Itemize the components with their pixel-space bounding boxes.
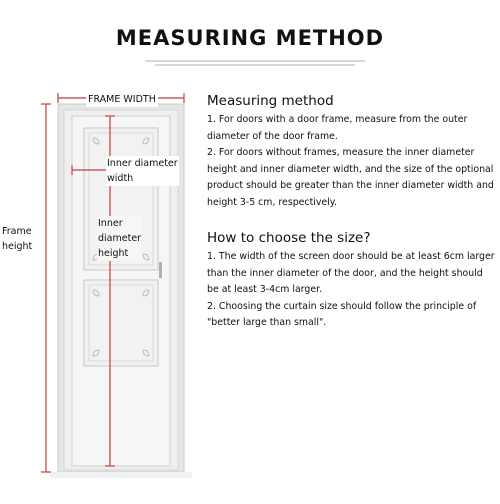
choose-item-1: 1. The width of the screen door should be at least 6cm larger than the inner diameter of the door, and the height should be at least 3-4cm larger.	[207, 251, 495, 295]
inner-width-label-line-1: Inner diameter	[107, 158, 178, 169]
page-title: MEASURING METHOD	[115, 26, 385, 50]
inner-height-label-line-1: Inner	[98, 218, 123, 229]
inner-width-label	[106, 156, 179, 186]
door-lower-panel	[84, 280, 158, 366]
frame-height-label	[2, 224, 32, 254]
measuring-item-1: 1. For doors with a door frame, measure from the outer diameter of the door frame.	[207, 114, 468, 142]
measuring-method-text	[207, 112, 495, 211]
door-diagram	[0, 0, 200, 500]
inner-height-label	[97, 216, 142, 261]
inner-height-label-line-3: height	[98, 248, 129, 259]
inner-width-label-line-2: width	[107, 173, 134, 184]
measuring-item-2: 2. For doors without frames, measure the inner diameter height and inner diameter width, and the size of the optional product should be greater than the inner diameter width and height 3-5 cm, respectively.	[207, 147, 494, 208]
measuring-method-title: Measuring method	[207, 93, 334, 109]
inner-height-label-line-2: diameter	[98, 233, 142, 244]
floor-shadow	[50, 472, 192, 478]
choose-item-2: 2. Choosing the curtain size should follow the principle of "better large than small".	[207, 300, 477, 328]
choose-size-title: How to choose the size?	[207, 230, 371, 246]
frame-width-label: FRAME WIDTH	[88, 94, 156, 105]
choose-size-text	[207, 249, 495, 332]
frame-height-label-line-1: Frame	[2, 226, 32, 237]
frame-height-label-line-2: height	[2, 241, 33, 252]
door-handle	[159, 262, 162, 278]
